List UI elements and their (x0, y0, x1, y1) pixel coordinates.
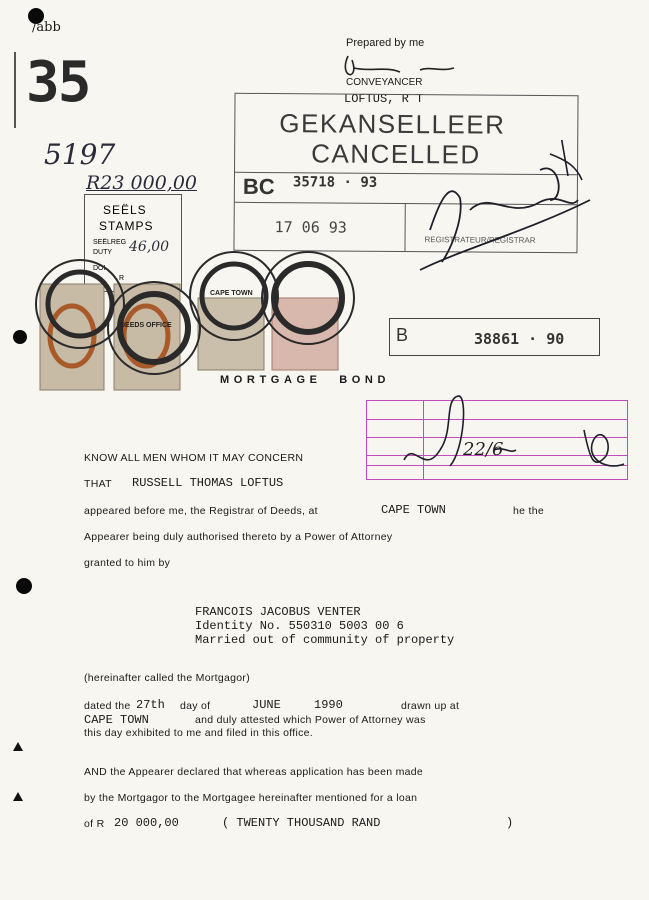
attested-line: and duly attested which Power of Attorney was (195, 714, 426, 726)
punch-hole-left (13, 330, 27, 344)
edge-mark-2 (13, 792, 23, 801)
duty-line5: DOI (93, 265, 106, 272)
dated-day: 27th (136, 698, 165, 712)
grantor-name: FRANCOIS JACOBUS VENTER (195, 605, 361, 619)
grantor-marital: Married out of community of property (195, 633, 455, 647)
duty-line2: STAMPS (99, 219, 154, 233)
body-line-3b: he the (513, 505, 544, 517)
cancel-stamp-registrar-label: REGISTRATEUR/REGISTRAR (424, 235, 536, 245)
place-1: CAPE TOWN (381, 503, 446, 517)
purple-stamp-signature (384, 380, 634, 495)
that-label: THAT (84, 478, 112, 490)
exhibited-line: this day exhibited to me and filed in this office. (84, 727, 314, 739)
dated-day-of: day of (180, 700, 211, 712)
prepared-by: Prepared by me (346, 37, 425, 49)
document-title: MORTGAGE BOND (220, 374, 391, 386)
handwritten-number: 5197 (44, 138, 116, 171)
body-line-5: granted to him by (84, 557, 171, 569)
cancel-stamp-date: 17 06 93 (274, 218, 347, 237)
body-line-4: Appearer being duly authorised thereto by a Power of Attorney (84, 531, 393, 543)
duty-line6: R (119, 275, 125, 282)
declared-line-2: by the Mortgagor to the Mortgagee hereinafter mentioned for a loan (84, 792, 418, 804)
dated-year: 1990 (314, 698, 343, 712)
bond-number-value: 38861 · 90 (474, 330, 565, 348)
postmark-text-2: CAPE TOWN (210, 290, 253, 297)
conveyancer-label: CONVEYANCER (346, 77, 423, 88)
punch-hole-left-2 (16, 578, 32, 594)
folio-box (14, 50, 90, 128)
bond-number-label: B (396, 325, 409, 345)
reference-code: /abb (32, 20, 61, 35)
declared-line-1: AND the Appearer declared that whereas application has been made (84, 766, 424, 778)
amount-close: ) (506, 816, 514, 830)
amount-label: of R (84, 818, 105, 830)
registrar-signature (390, 140, 630, 295)
cancel-stamp-line1: GEKANSELLEER (279, 108, 506, 140)
place-2: CAPE TOWN (84, 713, 149, 727)
handwritten-amount: R23 000,00 (86, 172, 198, 194)
duty-handwritten-value: 46,00 (129, 239, 170, 255)
body-line-1: KNOW ALL MEN WHOM IT MAY CONCERN (84, 452, 304, 464)
cancel-stamp-bc-label: BC (242, 173, 275, 200)
dated-label: dated the (84, 700, 131, 712)
amount-value: 20 000,00 (114, 816, 179, 830)
postmark-text-1: DEEDS OFFICE (120, 322, 172, 329)
appearer-name: RUSSELL THOMAS LOFTUS (132, 476, 284, 490)
folio-number: 35 (26, 50, 90, 115)
dated-month: JUNE (252, 698, 281, 712)
drawn-up-label: drawn up at (401, 700, 460, 712)
edge-mark (13, 742, 23, 751)
duty-line3: SEËLREG (93, 239, 127, 246)
duty-line1: SEËLS (103, 203, 147, 217)
cancel-stamp-bc-number: 35718 · 93 (292, 174, 378, 191)
cancel-stamp-line2: CANCELLED (311, 138, 481, 170)
mortgagor-note: (hereinafter called the Mortgagor) (84, 672, 251, 684)
amount-words: ( TWENTY THOUSAND RAND (222, 816, 381, 830)
conveyancer-name: LOFTUS, R T (344, 92, 424, 106)
grantor-id: Identity No. 550310 5003 00 6 (195, 619, 404, 633)
purple-stamp-handwritten: 22/6 (463, 439, 504, 460)
duty-line4: DUTY (93, 249, 113, 256)
bond-number-box (389, 318, 600, 356)
body-line-3a: appeared before me, the Registrar of Deeds, at (84, 505, 318, 517)
